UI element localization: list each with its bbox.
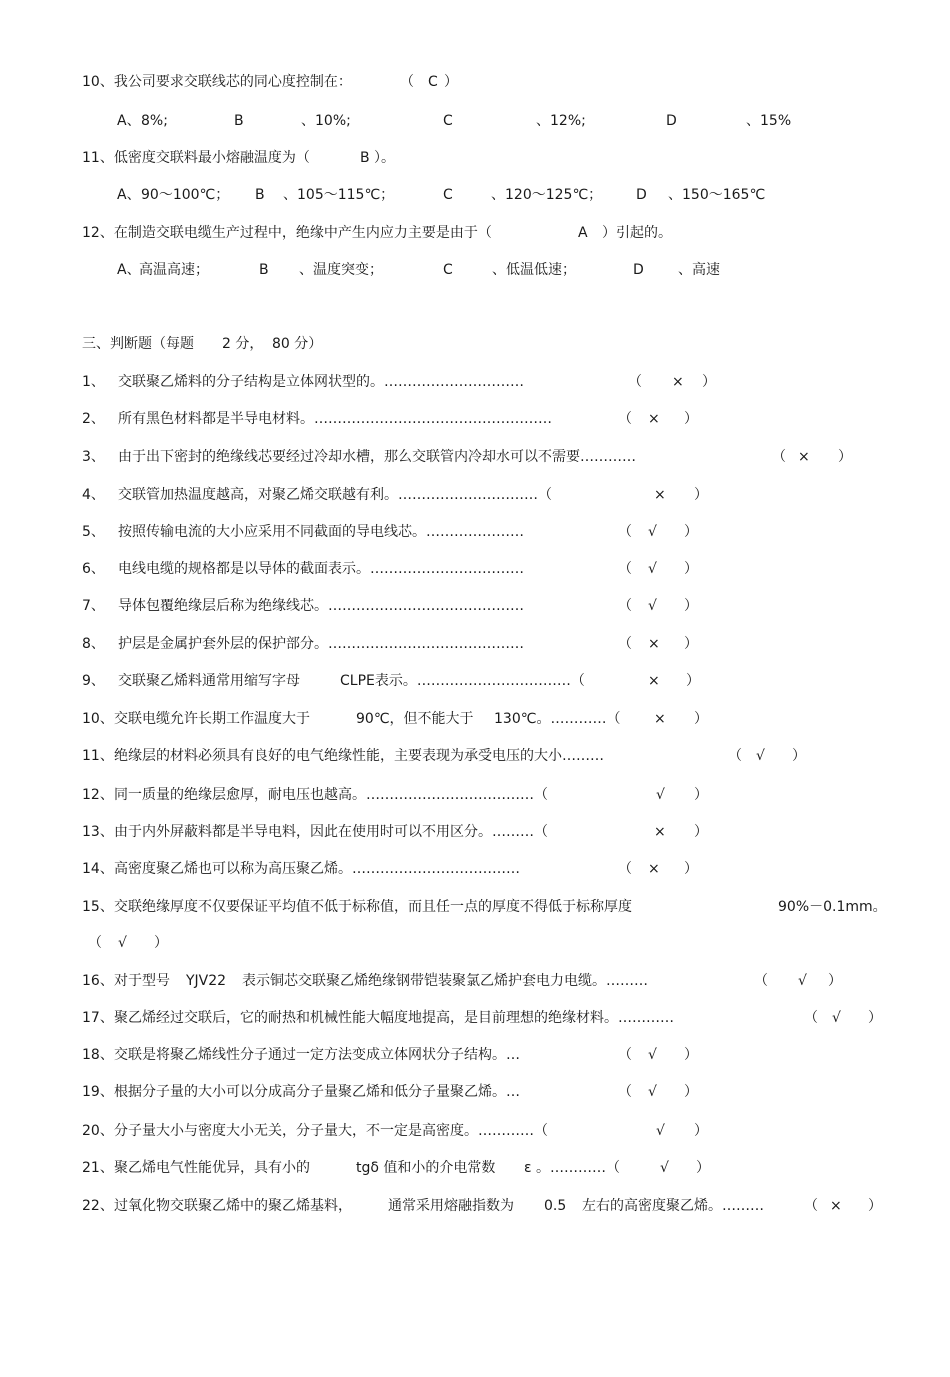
paren-close: ） xyxy=(684,636,698,652)
paren-open: （ xyxy=(618,636,632,652)
option-text: 90～100℃； xyxy=(141,187,230,203)
paren-open: （ xyxy=(618,861,632,877)
item-text: 分子量大小与密度大小无关，分子量大，不一定是高密度。…………（ xyxy=(114,1123,548,1139)
tf-item-22 xyxy=(82,1197,882,1377)
option-text: 、高速 xyxy=(678,262,720,278)
item-text: 交联绝缘厚度不仅要保证平均值不低于标称值，而且任一点的厚度不得低于标称厚度 xyxy=(114,899,632,915)
item-text: 由于出下密封的绝缘线芯要经过冷却水槽，那么交联管内冷却水可以不需要………… xyxy=(118,449,636,465)
item-text: 按照传输电流的大小应采用不同截面的导电线芯。………………… xyxy=(118,524,524,540)
item-number: 20、 xyxy=(82,1123,114,1139)
paren-open: （ xyxy=(804,1198,818,1214)
question-stem: 12、在制造交联电缆生产过程中，绝缘中产生内应力主要是由于（ xyxy=(82,225,492,241)
answer-mark: × xyxy=(672,374,684,390)
item-text: 电线电缆的规格都是以导体的截面表示。…………………………… xyxy=(118,561,524,577)
option-text: 高温高速； xyxy=(139,262,209,278)
item-text-3: 表示铜芯交联聚乙烯绝缘钢带铠装聚氯乙烯护套电力电缆。……… xyxy=(242,973,648,989)
answer-mark: × xyxy=(830,1198,842,1214)
item-number: 1、 xyxy=(82,374,105,390)
item-text-2: CLPE表示。……………………………（ xyxy=(340,673,585,689)
option-letter: B xyxy=(234,113,244,129)
item-text: 绝缘层的材料必须具有良好的电气绝缘性能，主要表现为承受电压的大小……… xyxy=(114,748,604,764)
answer-mark: × xyxy=(798,449,810,465)
item-text: 交联管加热温度越高，对聚乙烯交联越有利。…………………………（ xyxy=(118,487,552,503)
item-number: 12、 xyxy=(82,787,114,803)
paren-close: ） xyxy=(702,374,716,390)
option-letter: B xyxy=(255,187,265,203)
paren-close: ） xyxy=(792,748,806,764)
answer-mark: √ xyxy=(648,598,657,614)
item-number: 22、 xyxy=(82,1198,114,1214)
item-number: 13、 xyxy=(82,824,114,840)
answer-mark: √ xyxy=(756,748,765,764)
paren-close: ） xyxy=(154,935,168,951)
option-letter: A、 xyxy=(117,262,141,278)
item-number: 11、 xyxy=(82,748,114,764)
item-number: 9、 xyxy=(82,673,105,689)
answer-mark: √ xyxy=(648,1047,657,1063)
item-text: 对于型号 xyxy=(114,973,170,989)
item-text: 过氧化物交联聚乙烯中的聚乙烯基料， xyxy=(114,1198,352,1214)
item-text: 导体包覆绝缘层后称为绝缘线芯。…………………………………… xyxy=(118,598,524,614)
item-number: 14、 xyxy=(82,861,114,877)
answer-mark: × xyxy=(648,861,660,877)
paren-open: （ xyxy=(618,1047,632,1063)
paren-open: （ xyxy=(772,449,786,465)
answer-mark: × xyxy=(654,824,666,840)
answer: C xyxy=(428,74,438,90)
section-title: 三、判断题（每题 xyxy=(82,336,194,352)
paren-close: ） xyxy=(694,711,708,727)
answer-mark: × xyxy=(654,711,666,727)
answer-mark: √ xyxy=(118,935,127,951)
option-letter: B xyxy=(259,262,269,278)
paren-close: ）引起的。 xyxy=(602,225,672,241)
item-number: 10、 xyxy=(82,711,114,727)
paren-close: ） xyxy=(696,1160,710,1176)
paren-close: ） xyxy=(684,524,698,540)
option-letter: C xyxy=(443,262,453,278)
item-number: 4、 xyxy=(82,487,105,503)
paren-close: ） xyxy=(684,1084,698,1100)
paren-close: ）。 xyxy=(374,150,395,166)
option-text: 、温度突变； xyxy=(299,262,383,278)
option-text: 8%; xyxy=(141,113,168,129)
paren-close: ） xyxy=(684,1047,698,1063)
paren-close: ） xyxy=(684,598,698,614)
item-number: 3、 xyxy=(82,449,105,465)
paren-close: ） xyxy=(684,561,698,577)
option-letter: D xyxy=(636,187,647,203)
item-number: 5、 xyxy=(82,524,105,540)
option-letter: C xyxy=(443,187,453,203)
option-text: 、15% xyxy=(746,113,792,129)
paren-open: （ xyxy=(728,748,742,764)
item-text: 同一质量的绝缘层愈厚，耐电压也越高。………………………………（ xyxy=(114,787,548,803)
paren-open: （ xyxy=(618,598,632,614)
section-score: 2 分， xyxy=(222,336,264,352)
item-text-2: YJV22 xyxy=(186,973,227,989)
option-letter: D xyxy=(666,113,677,129)
option-text: 、150～165℃ xyxy=(668,187,766,203)
option-text: 、105～115℃； xyxy=(283,187,395,203)
option-letter: D xyxy=(633,262,644,278)
item-number: 17、 xyxy=(82,1010,114,1026)
item-number: 8、 xyxy=(82,636,105,652)
item-number: 19、 xyxy=(82,1084,114,1100)
paren-close: ） xyxy=(684,411,698,427)
item-number: 16、 xyxy=(82,973,114,989)
question-stem: 11、低密度交联料最小熔融温度为（ xyxy=(82,150,310,166)
paren-open: （ xyxy=(618,411,632,427)
option-letter: C xyxy=(443,113,453,129)
answer: B xyxy=(360,150,370,166)
paren-close: ） xyxy=(686,673,700,689)
answer-mark: √ xyxy=(832,1010,841,1026)
item-number: 6、 xyxy=(82,561,105,577)
answer: A xyxy=(578,225,588,241)
paren-close: ） xyxy=(828,973,842,989)
paren-open: （ xyxy=(618,524,632,540)
paren-close: ） xyxy=(684,861,698,877)
item-text: 交联电缆允许长期工作温度大于 xyxy=(114,711,310,727)
paren-open: （ xyxy=(804,1010,818,1026)
paren-close: ） xyxy=(868,1198,882,1214)
answer-mark: √ xyxy=(660,1160,669,1176)
paren-open: （ xyxy=(618,561,632,577)
answer-mark: √ xyxy=(648,524,657,540)
option-text: 、120～125℃； xyxy=(491,187,603,203)
item-text-2: tgδ 值和小的介电常数 xyxy=(356,1160,496,1176)
answer-mark: √ xyxy=(656,1123,665,1139)
item-text: 聚乙烯电气性能优异，具有小的 xyxy=(114,1160,310,1176)
section-total: 80 分） xyxy=(272,336,323,352)
item-text: 由于内外屏蔽料都是半导电料，因此在使用时可以不用区分。………（ xyxy=(114,824,548,840)
paren-close: ） xyxy=(868,1010,882,1026)
option-letter: A、 xyxy=(117,187,141,203)
item-text: 护层是金属护套外层的保护部分。…………………………………… xyxy=(118,636,524,652)
item-text-3: ε 。…………（ xyxy=(524,1160,621,1176)
item-text: 聚乙烯经过交联后，它的耐热和机械性能大幅度地提高，是目前理想的绝缘材料。………… xyxy=(114,1010,674,1026)
item-text-2: 通常采用熔融指数为 xyxy=(388,1198,514,1214)
paren-close: ） xyxy=(694,487,708,503)
paren-open: （ xyxy=(628,374,642,390)
item-text: 根据分子量的大小可以分成高分子量聚乙烯和低分子量聚乙烯。… xyxy=(114,1084,520,1100)
item-text-2: 90%－0.1mm。 xyxy=(778,899,887,915)
item-text: 交联聚乙烯料通常用缩写字母 xyxy=(118,673,300,689)
item-text: 交联聚乙烯料的分子结构是立体网状型的。………………………… xyxy=(118,374,524,390)
answer-mark: √ xyxy=(656,787,665,803)
paren-close: ） xyxy=(444,74,458,90)
answer-mark: × xyxy=(648,636,660,652)
answer-mark: √ xyxy=(798,973,807,989)
paren-open: （ xyxy=(618,1084,632,1100)
answer-mark: × xyxy=(648,411,660,427)
option-text: 、12%; xyxy=(536,113,586,129)
answer-mark: × xyxy=(648,673,660,689)
item-text-3: 0.5 xyxy=(544,1198,567,1214)
item-text: 所有黑色材料都是半导电材料。…………………………………………… xyxy=(118,411,552,427)
item-number: 15、 xyxy=(82,899,114,915)
item-number: 18、 xyxy=(82,1047,114,1063)
paren-open: （ xyxy=(400,74,414,90)
paren-close: ） xyxy=(694,824,708,840)
paren-close: ） xyxy=(694,1123,708,1139)
paren-open: （ xyxy=(88,935,102,951)
item-text-2: 90℃，但不能大于 xyxy=(356,711,474,727)
answer-mark: √ xyxy=(648,561,657,577)
paren-open: （ xyxy=(754,973,768,989)
question-stem: 10、我公司要求交联线芯的同心度控制在： xyxy=(82,74,352,90)
answer-mark: √ xyxy=(648,1084,657,1100)
item-text: 高密度聚乙烯也可以称为高压聚乙烯。……………………………… xyxy=(114,861,520,877)
paren-close: ） xyxy=(694,787,708,803)
option-letter: A、 xyxy=(117,113,141,129)
item-number: 21、 xyxy=(82,1160,114,1176)
item-text: 交联是将聚乙烯线性分子通过一定方法变成立体网状分子结构。… xyxy=(114,1047,520,1063)
item-number: 2、 xyxy=(82,411,105,427)
item-text-4: 左右的高密度聚乙烯。……… xyxy=(582,1198,764,1214)
option-text: 、低温低速； xyxy=(492,262,576,278)
paren-close: ） xyxy=(838,449,852,465)
item-number: 7、 xyxy=(82,598,105,614)
answer-mark: × xyxy=(654,487,666,503)
option-text: 、10%; xyxy=(301,113,351,129)
item-text-3: 130℃。…………（ xyxy=(494,711,621,727)
